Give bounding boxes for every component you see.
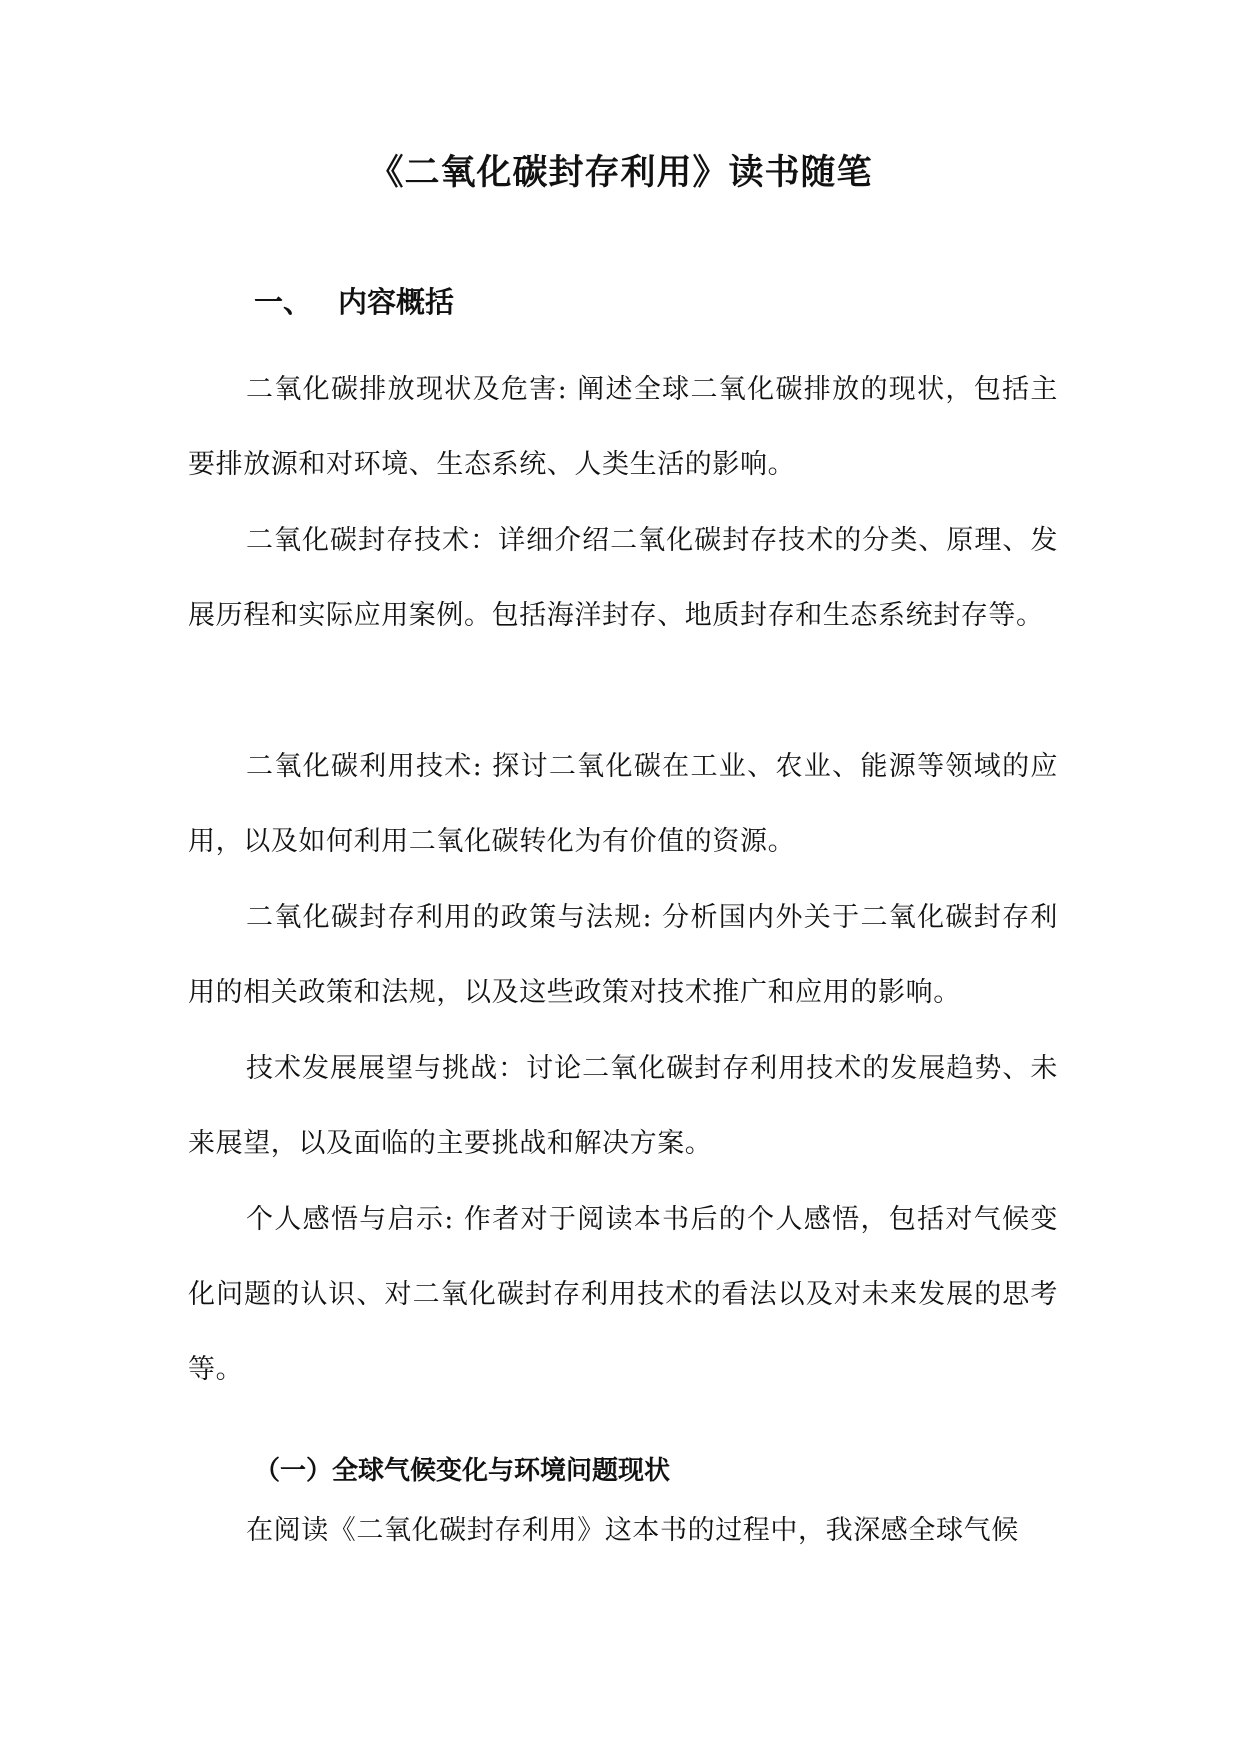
document-title: 《二氧化碳封存利用》读书随笔 xyxy=(368,153,873,193)
section-number: 一、 xyxy=(254,285,313,319)
paragraph: 个人感悟与启示: 作者对于阅读本书后的个人感悟，包括对气候变化问题的认识、对二氧化碳封存利用技术的看法以及对未来发展的思考等。 xyxy=(188,1204,1058,1385)
paragraph: 二氧化碳利用技术: 探讨二氧化碳在工业、农业、能源等领域的应用，以及如何利用二氧化碳转化为有价值的资源。 xyxy=(188,751,1058,857)
paragraph: 技术发展展望与挑战：讨论二氧化碳封存利用技术的发展趋势、未来展望，以及面临的主要挑战和解决方案。 xyxy=(188,1053,1058,1159)
paragraph: 在阅读《二氧化碳封存利用》这本书的过程中，我深感全球气候 xyxy=(246,1515,1019,1546)
paragraph: 二氧化碳排放现状及危害: 阐述全球二氧化碳排放的现状，包括主要排放源和对环境、生态系统、人类生活的影响。 xyxy=(188,374,1058,480)
paragraph: 二氧化碳封存利用的政策与法规: 分析国内外关于二氧化碳封存利用的相关政策和法规，以及这些政策对技术推广和应用的影响。 xyxy=(188,902,1058,1008)
section-heading xyxy=(254,282,454,322)
section-heading-text: 内容概括 xyxy=(338,285,455,319)
subsection-heading: （一）全球气候变化与环境问题现状 xyxy=(254,1456,671,1486)
paragraph: 二氧化碳封存技术：详细介绍二氧化碳封存技术的分类、原理、发展历程和实际应用案例。包括海洋封存、地质封存和生态系统封存等。 xyxy=(188,525,1058,631)
